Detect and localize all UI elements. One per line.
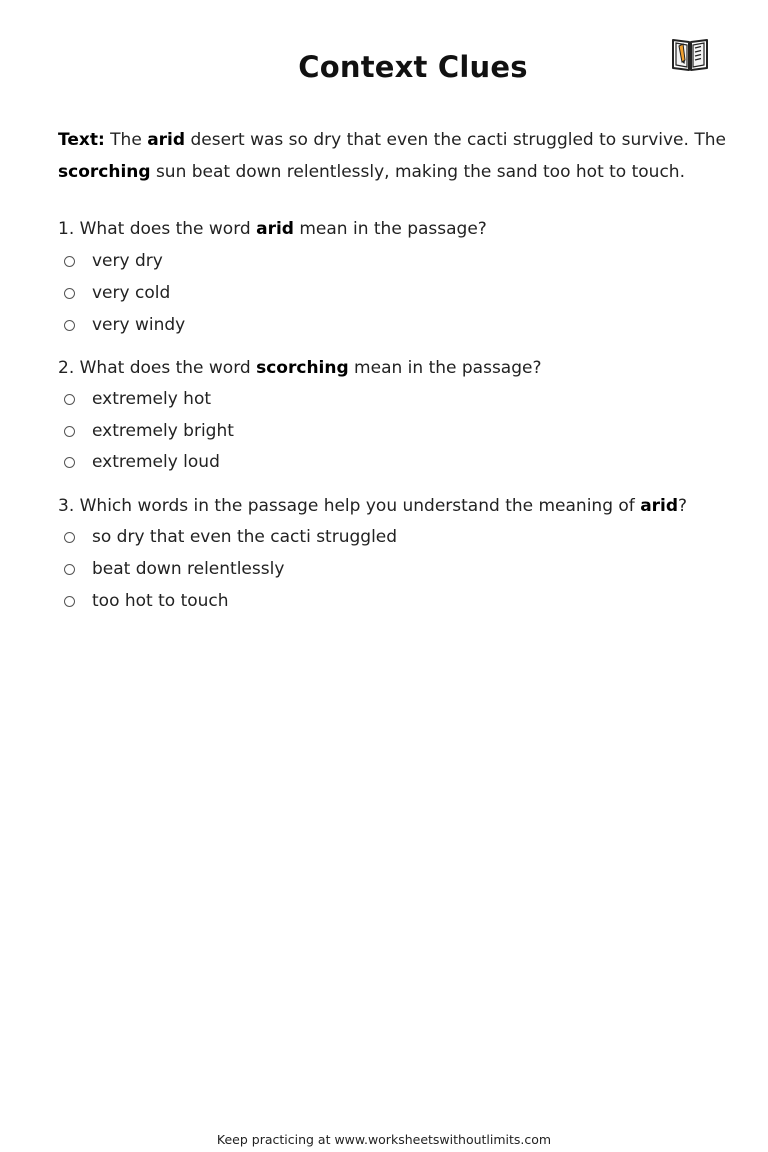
- answer-option-q3-c[interactable]: [64, 589, 229, 613]
- question-keyword: arid: [256, 219, 294, 239]
- option-label: beat down relentlessly: [92, 559, 285, 579]
- answer-option-q2-a[interactable]: [64, 387, 211, 411]
- radio-button[interactable]: [64, 426, 75, 437]
- radio-button[interactable]: [64, 394, 75, 405]
- question-keyword: scorching: [256, 358, 349, 378]
- option-label: so dry that even the cacti struggled: [92, 527, 398, 547]
- option-label: very cold: [92, 283, 171, 303]
- answer-option-q2-b[interactable]: [64, 419, 234, 443]
- radio-button[interactable]: [64, 288, 75, 299]
- footer-text: Keep practicing at www.worksheetswithoutlimits.com: [216, 1132, 552, 1147]
- page-title: Context Clues: [298, 50, 528, 84]
- passage-keyword: scorching: [58, 162, 151, 182]
- option-label: very dry: [92, 251, 163, 271]
- answer-option-q1-c[interactable]: [64, 313, 185, 337]
- question-text: 3. Which words in the passage help you understand the meaning of: [58, 496, 641, 516]
- question-text: mean in the passage?: [293, 219, 487, 239]
- question-2: [58, 356, 542, 380]
- radio-button[interactable]: [64, 457, 75, 468]
- radio-button[interactable]: [64, 596, 75, 607]
- question-text: mean in the passage?: [348, 358, 542, 378]
- passage-keyword: arid: [147, 130, 186, 150]
- option-label: extremely hot: [92, 389, 212, 409]
- option-label: very windy: [92, 315, 186, 335]
- question-text: 2. What does the word: [58, 358, 257, 378]
- question-text: 1. What does the word: [58, 219, 257, 239]
- passage-text: [58, 124, 738, 188]
- passage-segment: sun beat down relentlessly, making the sand too hot to touch.: [150, 162, 685, 182]
- answer-option-q1-a[interactable]: [64, 249, 163, 273]
- radio-button[interactable]: [64, 564, 75, 575]
- passage-label: Text:: [58, 130, 105, 150]
- question-1: [58, 217, 487, 241]
- question-keyword: arid: [640, 496, 679, 516]
- radio-button[interactable]: [64, 256, 75, 267]
- option-label: extremely bright: [92, 421, 234, 441]
- question-3: [58, 494, 687, 518]
- radio-button[interactable]: [64, 532, 75, 543]
- passage-segment: desert was so dry that even the cacti struggled to survive. The: [185, 130, 726, 150]
- option-label: extremely loud: [92, 452, 220, 472]
- answer-option-q2-c[interactable]: [64, 450, 220, 474]
- option-label: too hot to touch: [92, 591, 229, 611]
- answer-option-q3-a[interactable]: [64, 525, 397, 549]
- answer-option-q3-b[interactable]: [64, 557, 284, 581]
- radio-button[interactable]: [64, 320, 75, 331]
- answer-option-q1-b[interactable]: [64, 281, 170, 305]
- open-book-pencil-icon: [670, 34, 710, 72]
- question-text: ?: [678, 496, 688, 516]
- passage-segment: The: [110, 130, 148, 150]
